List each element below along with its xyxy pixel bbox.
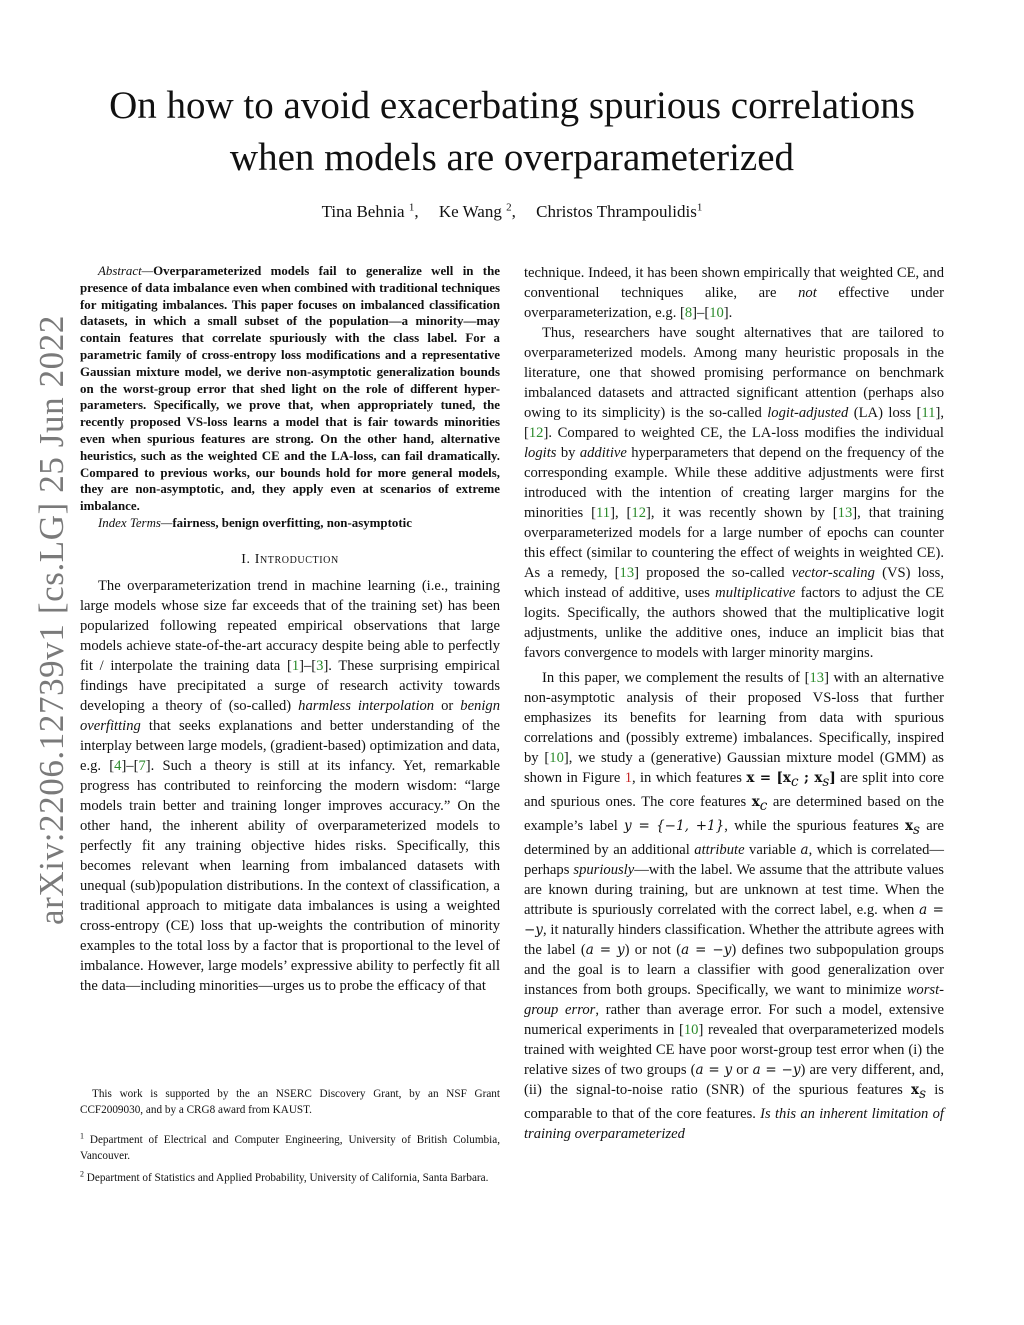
author <box>439 201 516 223</box>
footnote-1: $^1$ Department of Electrical and Computer Engineering, University of British Columbia, Vancouver. <box>80 1131 500 1162</box>
section-heading <box>80 550 500 570</box>
citation-link[interactable]: 11 <box>921 405 936 421</box>
citation-link[interactable]: 13 <box>809 670 825 686</box>
arxiv-identifier: arXiv:2206.12739v1 [cs.LG] 25 Jun 2022 <box>32 315 71 925</box>
index-terms-text: fairness, benign overfitting, non-asymptotic <box>172 515 412 530</box>
author-list <box>60 201 964 223</box>
figure-link[interactable]: 1 <box>624 770 632 786</box>
paragraph: The overparameterization trend in machine learning (i.e., training large models whose size far exceeds that of the training set) has been popularized following repeated empirical observations that large models achieve state-of-the-art accuracy despite being able to perfectly fit / interpolate the training data [1]–[3]. These surprising empirical findings have precipitated a surge of research activity towards developing a theory of (so-called) harmless interpolation or benign overfitting that seeks explanations and better understanding of the interplay between large models, (gradient-based) optimization and data, e.g. [4]–[7]. Such a theory is still at its infancy. Yet, remarkable progress has contributed to reinforcing the modern wisdom: “large models train better and training longer improves accuracy.” On the other hand, the inherent ability of overparameterized models to perfectly fit any training objective hides risks. Specifically, this becomes relevant when learning from imbalanced datasets with unequal (sub)population distributions. In the context of classification, a traditional approach to mitigate data imbalances is using a weighted cross-entropy (CE) loss that up-weights the contribution of minority examples to the total loss by a factor that is proportional to the level of imbalance. However, large models’ expressive ability to perfectly fit all the data—including minorities—urges us to probe the efficacy of that <box>80 577 501 994</box>
author-name: Tina Behnia <box>321 202 405 221</box>
citation-link[interactable]: 10 <box>683 1021 699 1038</box>
paragraph: Thus, researchers have sought alternatives that are tailored to overparameterized models. Among many heuristic proposals in the literature, one that showed promising performance on benchmark imbalanced datasets and attracted significant attention (perhaps also owing to its simplicity) is the so-called logit-adjusted (LA) loss [11], [12]. Compared to weighted CE, the LA-loss modifies the individual logits by additive hyperparameters that depend on the frequency of the corresponding example. While these additive adjustments were first introduced with the intention of creating larger margins for the minorities [11], [12], it was recently shown by [13], that training overparameterized models for a large number of epochs can counter this effect (similar to countering the effect of weights in weighted CE). As a remedy, [13] proposed the so-called vector-scaling (VS) loss, which instead of additive, uses multiplicative factors to adjust the CE logits. Specifically, the authors showed that the multiplicative logit adjustments, unlike the additive ones, induce an implicit bias that favors convergence to models with larger minority margins. <box>524 325 945 661</box>
author <box>536 201 702 223</box>
left-column <box>80 263 500 996</box>
author-name: Ke Wang <box>438 202 502 221</box>
citation-link[interactable]: 8 <box>684 305 693 321</box>
section-number: I. <box>241 551 251 567</box>
footnote-mark: 1 <box>80 1131 84 1141</box>
citation-link[interactable]: 1 <box>291 657 300 674</box>
affiliation-mark: 1 <box>408 201 415 214</box>
citation-link[interactable]: 3 <box>316 657 324 674</box>
citation-link[interactable]: 12 <box>631 505 647 521</box>
affiliation-mark: 2 <box>506 201 512 214</box>
citation-link[interactable]: 7 <box>138 757 146 774</box>
footnote-grant: This work is supported by the an NSERC Discovery Grant, by an NSF Grant CCF2009030, and by a CRG8 award from KAUST. <box>80 1088 500 1116</box>
right-column <box>524 263 944 1144</box>
abstract-label: Abstract— <box>98 264 154 278</box>
paragraph: technique. Indeed, it has been shown empirically that weighted CE, and conventional techniques alike, are not effective under overparameterization, e.g. [8]–[10]. <box>524 265 944 321</box>
section-title: Introduction <box>254 551 339 567</box>
author-separator: , <box>414 202 419 221</box>
footnote-2: $^2$ Department of Statistics and Applied Probability, University of California, Santa Barbara. <box>80 1169 489 1184</box>
citation-link[interactable]: 10 <box>709 305 724 321</box>
author-name: Christos Thrampoulidis <box>536 202 697 221</box>
citation-link[interactable]: 10 <box>549 750 564 766</box>
author <box>322 201 419 223</box>
footnote-mark: 2 <box>80 1169 84 1179</box>
paper-title <box>60 80 964 184</box>
intro-text-left <box>80 576 500 996</box>
title-line-1: On how to avoid exacerbating spurious correlations <box>109 84 915 127</box>
author-separator: , <box>511 202 516 221</box>
citation-link[interactable]: 12 <box>528 425 544 441</box>
paragraph: In this paper, we complement the results of [13] with an alternative non-asymptotic analysis of their proposed VS-loss that further emphasizes its benefits for learning from data with spurious correlations and (possibly extreme) imbalances. Specifically, inspired by [10], we study a (generative) Gaussian mixture model (GMM) as shown in Figure 1, in which features $x = [x_c$ ; $x_s$] are split into core and spurious ones. The core features $x_c$ are determined based on the example’s label y = {−1, +1}, while the spurious features $x_s$ are determined by an additional attribute variable a, which is correlated—perhaps spuriously—with the label. We assume that the attribute values are known during training, but are unknown at test time. When the attribute is spuriously correlated with the correct label, e.g. when a = −y, it naturally hinders classification. Whether the attribute agrees with the label (a = y) or not (a = −y) defines two subpopulation groups and the goal is to learn a classifier with good generalization over instances from both groups. Specifically, we want to minimize worst-group error, rather than average error. For such a model, extensive numerical experiments in [10] revealed that overparameterized models trained with weighted CE have poor worst-group test error when (i) the relative sizes of two groups (a = y or a = −y) are very different, and, (ii) the signal-to-noise ratio (SNR) of the spurious features $x_s$ is comparable to that of the core features. Is this an inherent limitation of training overparameterized <box>524 670 945 1142</box>
footnotes <box>80 1086 500 1192</box>
citation-link[interactable]: 13 <box>619 565 635 581</box>
intro-text-right <box>524 263 944 1144</box>
index-terms <box>80 515 500 532</box>
abstract <box>80 263 500 515</box>
citation-link[interactable]: 4 <box>114 757 122 774</box>
citation-link[interactable]: 13 <box>837 505 853 521</box>
affiliation-mark: 1 <box>696 201 703 214</box>
title-line-2: when models are overparameterized <box>229 136 795 179</box>
index-terms-label: Index Terms— <box>98 515 173 530</box>
abstract-text: Overparameterized models fail to generalize well in the presence of data imbalance even when combined with traditional techniques for mitigating imbalances. This paper focuses on imbalanced classification datasets, in which a small subset of the population—a minority—may contain features that correlate spuriously with the class label. For a parametric family of cross-entropy loss modifications and a representative Gaussian mixture model, we derive non-asymptotic generalization bounds on the worst-group error that shed light on the role of different hyper-parameters. Specifically, we prove that, when appropriately tuned, the recently proposed VS-loss learns a model that is fair towards minorities even when spurious features are strong. On the other hand, alternative heuristics, such as the weighted CE and the LA-loss, can fail dramatically. Compared to previous works, our bounds hold for more general models, they are non-asymptotic, and, they apply even at scenarios of extreme imbalance. <box>80 264 500 514</box>
citation-link[interactable]: 11 <box>596 505 611 521</box>
